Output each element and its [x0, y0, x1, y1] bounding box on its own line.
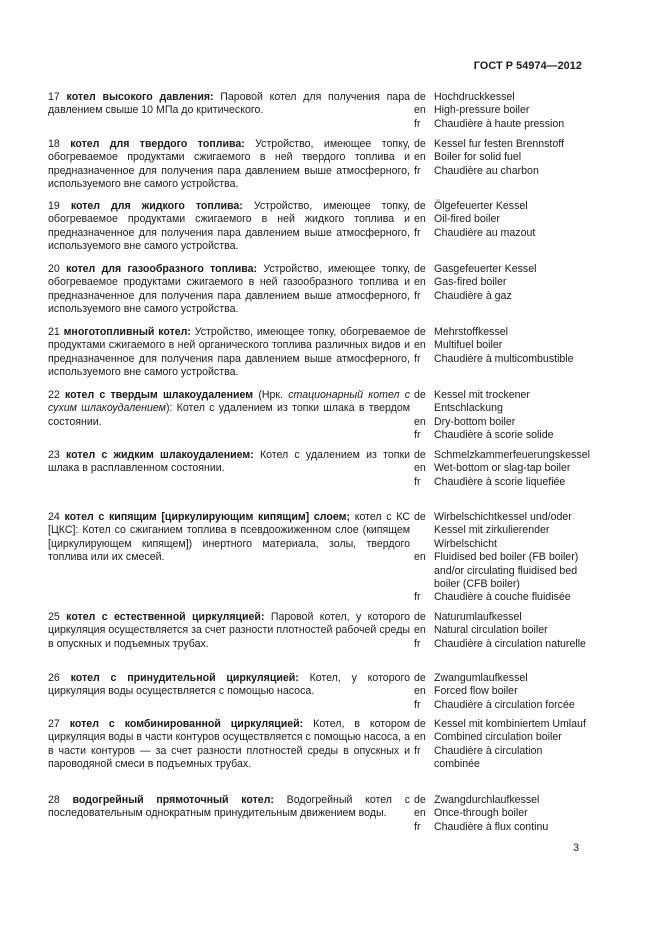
document-id-header: ГОСТ Р 54974—2012 [473, 60, 582, 72]
term-name: котел высокого давления: [66, 91, 214, 103]
term-name: котел с комбинированной циркуляцией: [69, 718, 304, 730]
language-code: en [414, 807, 426, 820]
term-number: 26 [48, 672, 60, 684]
term-number: 28 [48, 794, 60, 806]
translation-row [414, 638, 594, 651]
translation-row [414, 821, 594, 834]
translation-row [414, 685, 594, 698]
term-number: 17 [48, 91, 60, 103]
term-definition [48, 200, 410, 254]
translation-text: Kessel mit kombiniertem Umlauf [434, 718, 586, 730]
term-definition-text: Котел, в котором циркуляция воды в части контуров осуществляется с помощью насоса, а в части контуров — за счет разности плотностей среды в опускных и пароводяной смеси в подъемных трубах. [48, 718, 411, 771]
translation-text: Chaudière à couche fluidisée [434, 591, 571, 604]
translation-row [414, 745, 594, 772]
language-code: de [414, 611, 426, 623]
translation-row [414, 104, 594, 117]
translation-text: Boiler for solid fuel [434, 151, 522, 164]
translation-row [414, 165, 594, 178]
translation-text: Kessel fur festen Brennstoff [434, 138, 564, 150]
translation-text: Natural circulation boiler [434, 624, 548, 637]
language-code: en [414, 685, 426, 698]
term-translations [414, 263, 594, 303]
language-code: en [414, 731, 426, 744]
term-definition [48, 672, 410, 699]
term-name: котел с жидким шлакоудалением: [66, 449, 254, 461]
translation-text: Chaudière à flux continu [434, 820, 549, 833]
translation-text: Once-through boiler [434, 807, 528, 820]
term-translations [414, 511, 594, 605]
translation-row [414, 462, 594, 475]
translation-text: Gasgefeuerter Kessel [434, 263, 537, 275]
language-code: de [414, 718, 426, 730]
term-definition-text: Паровой котел для получения пара давлением свыше 10 МПа до критического. [48, 91, 410, 117]
term-number: 18 [48, 138, 60, 150]
term-name: котел для жидкого топлива: [70, 200, 243, 212]
translation-text: Gas-fired boiler [434, 276, 507, 289]
term-translations [414, 138, 594, 178]
translation-row [414, 213, 594, 226]
term-number: 22 [48, 389, 60, 401]
language-code: fr [414, 352, 421, 365]
term-name: котел с твердым шлакоудалением [65, 389, 254, 401]
language-code: fr [414, 637, 421, 650]
term-definition [48, 511, 410, 565]
term-note-suffix: ): [165, 402, 173, 415]
term-number: 21 [48, 326, 60, 338]
translation-row [414, 611, 594, 624]
translation-row [414, 731, 594, 744]
translation-text: Zwangumlaufkessel [434, 672, 528, 684]
term-name: водогрейный прямоточный котел: [72, 794, 274, 806]
term-definition [48, 263, 410, 317]
translation-text: Oil-fired boiler [434, 213, 500, 226]
language-code: de [414, 263, 426, 275]
language-code: fr [414, 744, 421, 757]
language-code: de [414, 449, 426, 461]
language-code: fr [414, 475, 421, 488]
translation-text: Kessel mit trockener Entschlackung [434, 389, 530, 415]
language-code: de [414, 138, 426, 150]
language-code: de [414, 672, 426, 684]
translation-row [414, 718, 594, 731]
translation-text: Wirbelschichtkessel und/oder Kessel mit zirkulierender Wirbelschicht [434, 511, 572, 550]
translation-row [414, 339, 594, 352]
translation-row [414, 118, 594, 131]
term-definition-text: Паровой котел, у которого циркуляция осуществляется за счет разности плотностей рабочей среды в опускных и подъемных трубах. [48, 611, 410, 650]
language-code: en [414, 551, 426, 564]
language-code: en [414, 415, 426, 428]
language-code: fr [414, 820, 421, 833]
translation-text: Chaudière à multicombustible [434, 352, 574, 365]
term-translations [414, 200, 594, 240]
translation-row [414, 200, 594, 213]
translation-row [414, 91, 594, 104]
translation-text: Ölgefeuerter Kessel [434, 200, 528, 212]
term-definition-text: котел с КС [ЦКС]: Котел со сжиганием топлива в псевдоожиженном слое (кипящем [циркулирующем кипящем]) инертного материала, золы, твердого топлива или их смесей. [48, 511, 410, 564]
translation-row [414, 290, 594, 303]
language-code: en [414, 624, 426, 637]
translation-row [414, 551, 594, 591]
term-definition [48, 326, 410, 380]
language-code: de [414, 794, 426, 806]
term-translations [414, 794, 594, 834]
translation-text: Combined circulation boiler [434, 731, 562, 744]
translation-text: Dry-bottom boiler [434, 415, 516, 428]
language-code: de [414, 511, 426, 523]
term-number: 20 [48, 263, 60, 275]
term-name: котел для газообразного топлива: [66, 263, 258, 275]
language-code: fr [414, 289, 421, 302]
term-translations [414, 718, 594, 772]
term-definition-text: Котел, у которого циркуляция воды осуществляется с помощью насоса. [48, 672, 410, 698]
language-code: fr [414, 226, 421, 239]
term-translations [414, 449, 594, 489]
term-translations [414, 672, 594, 712]
language-code: fr [414, 698, 421, 711]
term-number: 24 [48, 511, 60, 523]
translation-row [414, 389, 594, 416]
term-definition [48, 611, 410, 651]
language-code: de [414, 200, 426, 212]
translation-row [414, 591, 594, 604]
translation-row [414, 624, 594, 637]
language-code: de [414, 91, 426, 103]
translation-text: Zwangdurchlaufkessel [434, 794, 540, 806]
translation-text: Wet-bottom or slag-tap boiler [434, 462, 571, 475]
language-code: en [414, 339, 426, 352]
term-definition [48, 389, 410, 429]
translation-text: Chaudière à circulation forcée [434, 698, 575, 711]
term-note-prefix: (Нрк. [253, 389, 289, 401]
term-definition-text: Котел с удалением из топки шлака в твердом состоянии. [48, 402, 410, 428]
translation-row [414, 326, 594, 339]
term-translations [414, 389, 594, 443]
translation-text: Naturumlaufkessel [434, 611, 522, 623]
translation-row [414, 794, 594, 807]
translation-text: Fluidised bed boiler (FB boiler) and/or circulating fluidised bed boiler (CFB boiler) [434, 551, 579, 591]
term-definition-text: Устройство, имеющее топку, обогреваемое продуктами сжигаемого в ней газообразного топлива и предназначенное для получения пара давлением выше атмосферного, используемого вне самого устройства. [48, 263, 411, 316]
term-translations [414, 91, 594, 131]
term-definition-text: Устройство, имеющее топку, обогреваемое продуктами сжигаемого в ней органического топлива различных видов и предназначенное для получения пара давлением выше атмосферного, используемого вне самого устройства. [48, 326, 410, 379]
term-definition-text: Устройство, имеющее топку, обогреваемое продуктами сжигаемого в ней жидкого топлива и предназначенное для получения пара давлением выше атмосферного, используемого вне самого устройства. [48, 200, 410, 253]
translation-row [414, 672, 594, 685]
translation-row [414, 151, 594, 164]
term-number: 25 [48, 611, 60, 623]
language-code: en [414, 213, 426, 226]
translation-text: Chaudière à scorie liquefiée [434, 475, 566, 488]
translation-row [414, 476, 594, 489]
language-code: fr [414, 164, 421, 177]
term-number: 27 [48, 718, 60, 730]
language-code: en [414, 462, 426, 475]
translation-row [414, 276, 594, 289]
term-name: многотопливный котел: [63, 326, 191, 338]
translation-text: Mehrstoffkessel [434, 326, 508, 338]
term-name: котел с кипящим [циркулирующим кипящим] слоем; [64, 511, 350, 523]
term-translations [414, 326, 594, 366]
translation-row [414, 353, 594, 366]
translation-row [414, 416, 594, 429]
translation-text: Chaudière à haute pression [434, 117, 565, 130]
language-code: fr [414, 117, 421, 130]
term-definition [48, 138, 410, 192]
translation-text: Chaudière à gaz [434, 289, 512, 302]
language-code: de [414, 326, 426, 338]
translation-text: Chaudière à circulation combinée [434, 744, 543, 771]
term-number: 19 [48, 200, 60, 212]
term-deprecated-synonym: стационарный котел с сухим шлакоудалением [48, 389, 410, 415]
translation-text: Multifuel boiler [434, 339, 503, 352]
language-code: en [414, 151, 426, 164]
translation-row [414, 511, 594, 551]
translation-row [414, 449, 594, 462]
term-definition-text: Водогрейный котел с последовательным однократным принудительным движением воды. [48, 794, 410, 820]
term-number: 23 [48, 449, 60, 461]
language-code: de [414, 389, 426, 401]
term-definition [48, 794, 410, 821]
translation-row [414, 807, 594, 820]
language-code: en [414, 104, 426, 117]
translation-row [414, 699, 594, 712]
translation-text: Chaudière au charbon [434, 164, 539, 177]
term-translations [414, 611, 594, 651]
translation-text: Forced flow boiler [434, 685, 518, 698]
translation-row [414, 429, 594, 442]
translation-text: Chaudière à circulation naturelle [434, 637, 586, 650]
language-code: fr [414, 429, 421, 442]
translation-row [414, 138, 594, 151]
translation-text: Chaudière au mazout [434, 226, 536, 239]
term-definition-text: Устройство, имеющее топку, обогреваемое продуктами сжигаемого в ней твердого топлива и предназначенное для получения пара давлением выше атмосферного, используемого вне самого устройства. [48, 138, 411, 191]
term-definition [48, 91, 410, 118]
translation-text: High-pressure boiler [434, 104, 530, 117]
term-definition [48, 449, 410, 476]
translation-text: Schmelzkammerfeuerungskessel [434, 449, 591, 461]
translation-text: Chaudière à scorie solide [434, 429, 554, 442]
page-number: 3 [573, 842, 579, 854]
term-name: котел с естественной циркуляцией: [66, 611, 265, 623]
translation-row [414, 263, 594, 276]
term-definition-text: Котел с удалением из топки шлака в расплавленном состоянии. [48, 449, 411, 475]
term-name: котел для твердого топлива: [70, 138, 245, 150]
translation-row [414, 227, 594, 240]
language-code: en [414, 276, 426, 289]
translation-text: Hochdruckkessel [434, 91, 515, 103]
language-code: fr [414, 591, 421, 604]
term-name: котел с принудительной циркуляцией: [70, 672, 299, 684]
term-definition [48, 718, 410, 772]
